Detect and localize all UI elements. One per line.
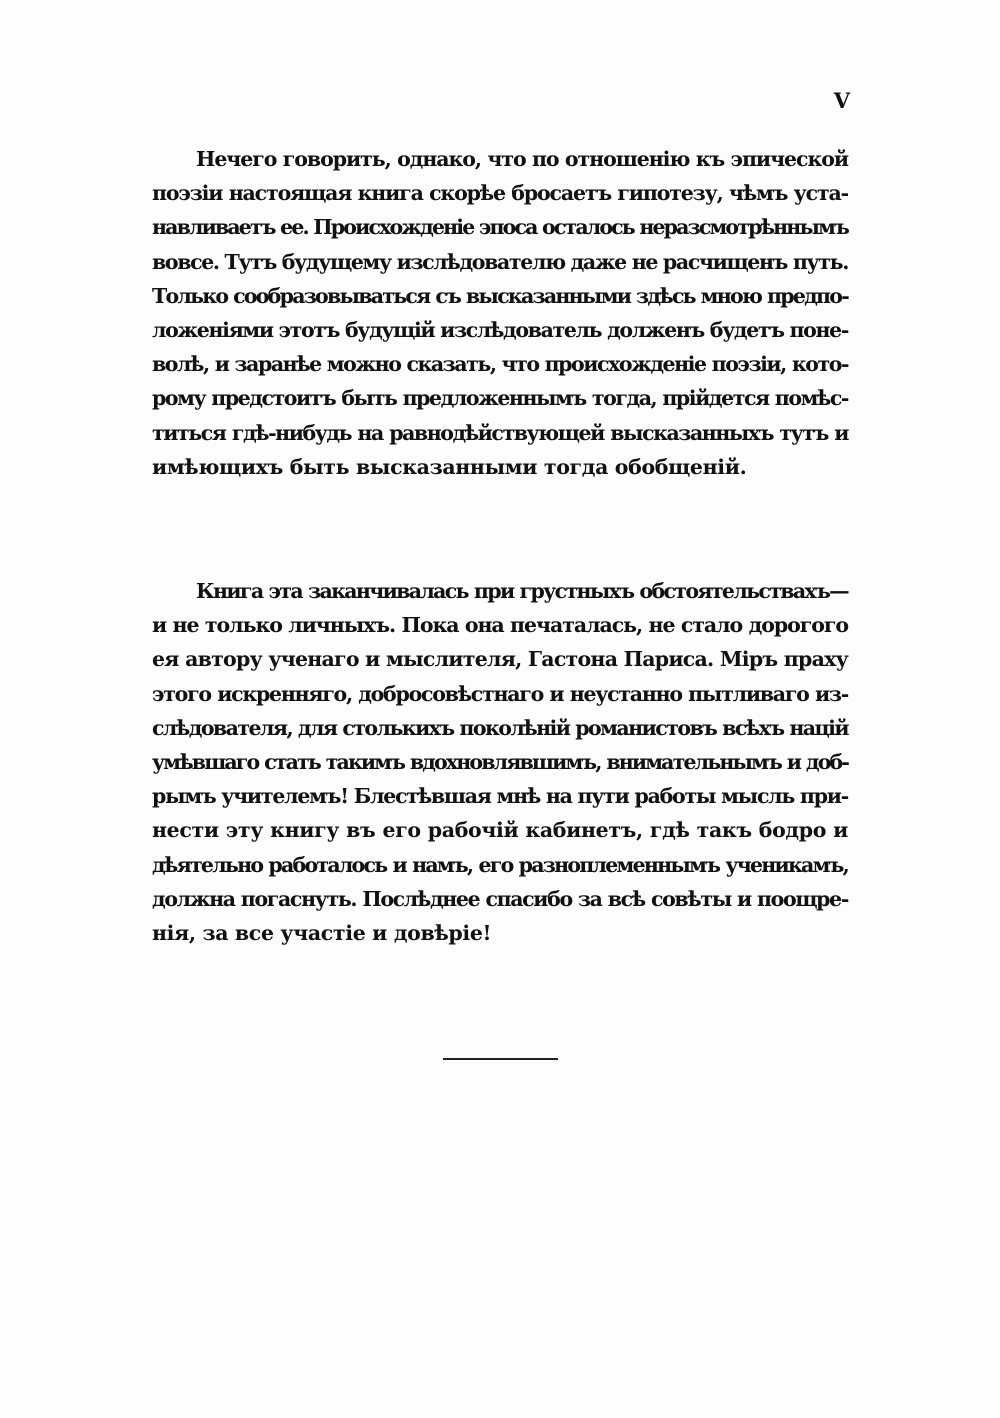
text-line: умѣвшаго стать такимъ вдохновлявшимъ, внимательнымъ и доб- — [152, 749, 848, 774]
text-line: должна погаснуть. Послѣднее спасибо за всѣ совѣты и поощре- — [152, 886, 848, 911]
paragraph-gaston-paris — [152, 574, 848, 950]
page-number: V — [833, 88, 850, 113]
text-line: рому предстоитъ быть предложеннымъ тогда, прійдется помѣс- — [152, 386, 848, 411]
text-line: и не только личныхъ. Пока она печаталась, не стало дорогого — [152, 613, 848, 638]
text-line: поэзіи настоящая книга скорѣе бросаетъ гипотезу, чѣмъ уста- — [152, 181, 848, 206]
text-line: навливаетъ ее. Происхожденіе эпоса осталось неразсмотрѣннымъ — [152, 215, 848, 240]
text-line: ложеніями этотъ будущій изслѣдователь долженъ будетъ поне- — [152, 317, 848, 342]
end-rule-divider — [443, 1058, 558, 1060]
paragraph-epic-poetry — [152, 142, 848, 484]
text-line: слѣдователя, для столькихъ поколѣній романистовъ всѣхъ націй — [152, 715, 848, 740]
text-line: волѣ, и заранѣе можно сказать, что происхожденіе поэзіи, кото- — [152, 352, 848, 377]
text-line: титься гдѣ-нибудь на равнодѣйствующей высказанныхъ тутъ и — [152, 420, 848, 445]
text-line: Нечего говорить, однако, что по отношенію къ эпической — [196, 147, 848, 171]
text-line: нія, за все участіе и довѣріе! — [152, 920, 492, 945]
text-line: этого искренняго, добросовѣстнаго и неустанно пытливаго из- — [152, 681, 848, 706]
text-line: ея автору ученаго и мыслителя, Гастона Париса. Міръ праху — [152, 647, 848, 672]
text-line: рымъ учителемъ! Блестѣвшая мнѣ на пути работы мысль при- — [152, 784, 848, 809]
text-line: нести эту книгу въ его рабочій кабинетъ, гдѣ такъ бодро и — [152, 818, 848, 843]
text-line: дѣятельно работалось и намъ, его разноплеменнымъ ученикамъ, — [152, 852, 848, 877]
text-line: имѣющихъ быть высказанными тогда обобщеній. — [152, 454, 747, 479]
text-line: Только сообразовываться съ высказанными здѣсь мною предпо- — [152, 283, 848, 308]
text-line: Книга эта заканчивалась при грустныхъ обстоятельствахъ— — [196, 579, 848, 603]
text-line: вовсе. Тутъ будущему изслѣдователю даже не расчищенъ путь. — [152, 249, 848, 274]
